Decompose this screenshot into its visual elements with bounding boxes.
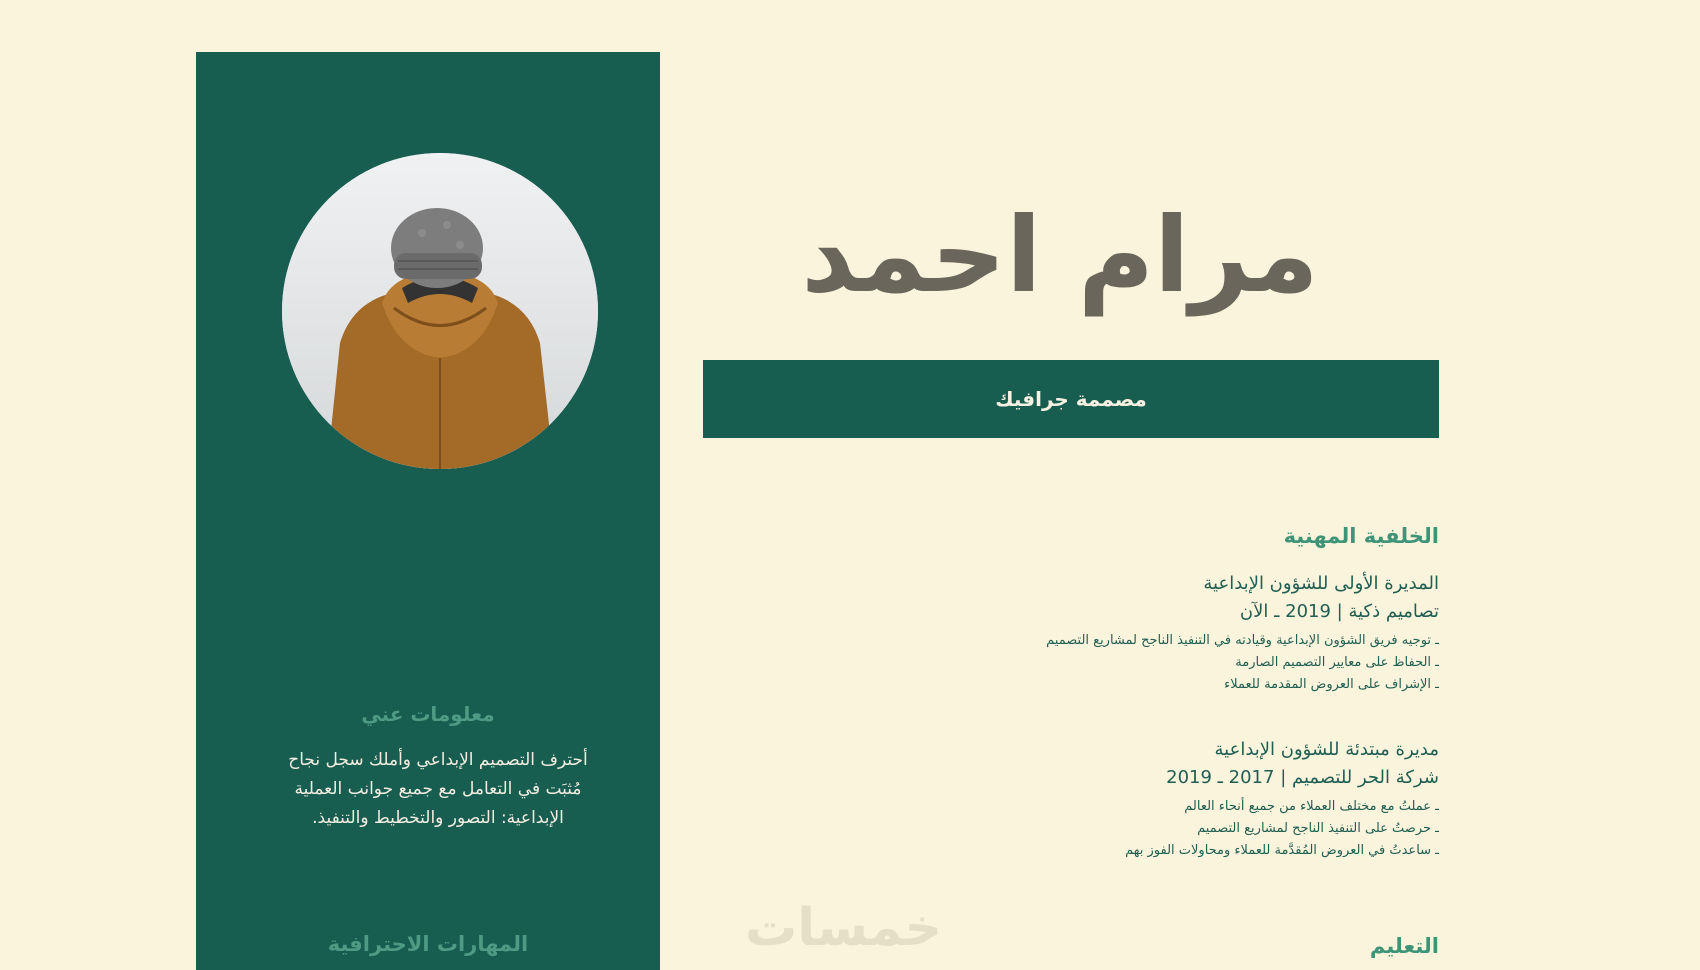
job-bullet: ـ ساعدتُ في العروض المُقدَّمة للعملاء ومحاولات الفوز بهم (879, 840, 1439, 862)
job-title: مديرة مبتدئة للشؤون الإبداعية (1214, 739, 1439, 760)
job-entry (879, 570, 1439, 696)
experience-title: الخلفية المهنية (1283, 524, 1439, 548)
job-bullet: ـ توجيه فريق الشؤون الإبداعية وقيادته في التنفيذ الناجح لمشاريع التصميم (879, 630, 1439, 652)
person-name: مرام احمد (801, 194, 1319, 316)
about-text: أحترف التصميم الإبداعي وأملك سجل نجاح مُثبَت في التعامل مع جميع جوانب العملية الإبداعية: التصور والتخطيط والتنفيذ. (288, 750, 588, 828)
watermark-logo: خمسات (745, 898, 943, 958)
job-company: تصاميم ذكية | 2019 ـ الآن (1239, 601, 1439, 622)
job-bullets (879, 796, 1439, 862)
about-title: معلومات عني (361, 702, 495, 726)
job-entry (879, 736, 1439, 862)
job-bullets (879, 630, 1439, 696)
job-bullet: ـ عملتُ مع مختلف العملاء من جميع أنحاء العالم (879, 796, 1439, 818)
job-bullet: ـ حرصتُ على التنفيذ الناجح لمشاريع التصميم (879, 818, 1439, 840)
sidebar (196, 52, 660, 970)
role-title: مصممة جرافيك (995, 387, 1147, 411)
job-bullet: ـ الحفاظ على معايير التصميم الصارمة (879, 652, 1439, 674)
job-bullet: ـ الإشراف على العروض المقدمة للعملاء (879, 674, 1439, 696)
education-title: التعليم (1369, 934, 1439, 958)
role-banner (703, 360, 1439, 438)
profile-photo (282, 153, 598, 469)
job-title: المديرة الأولى للشؤون الإبداعية (1203, 573, 1439, 594)
skills-title: المهارات الاحترافية (327, 932, 529, 956)
job-company: شركة الحر للتصميم | 2017 ـ 2019 (1166, 767, 1439, 788)
